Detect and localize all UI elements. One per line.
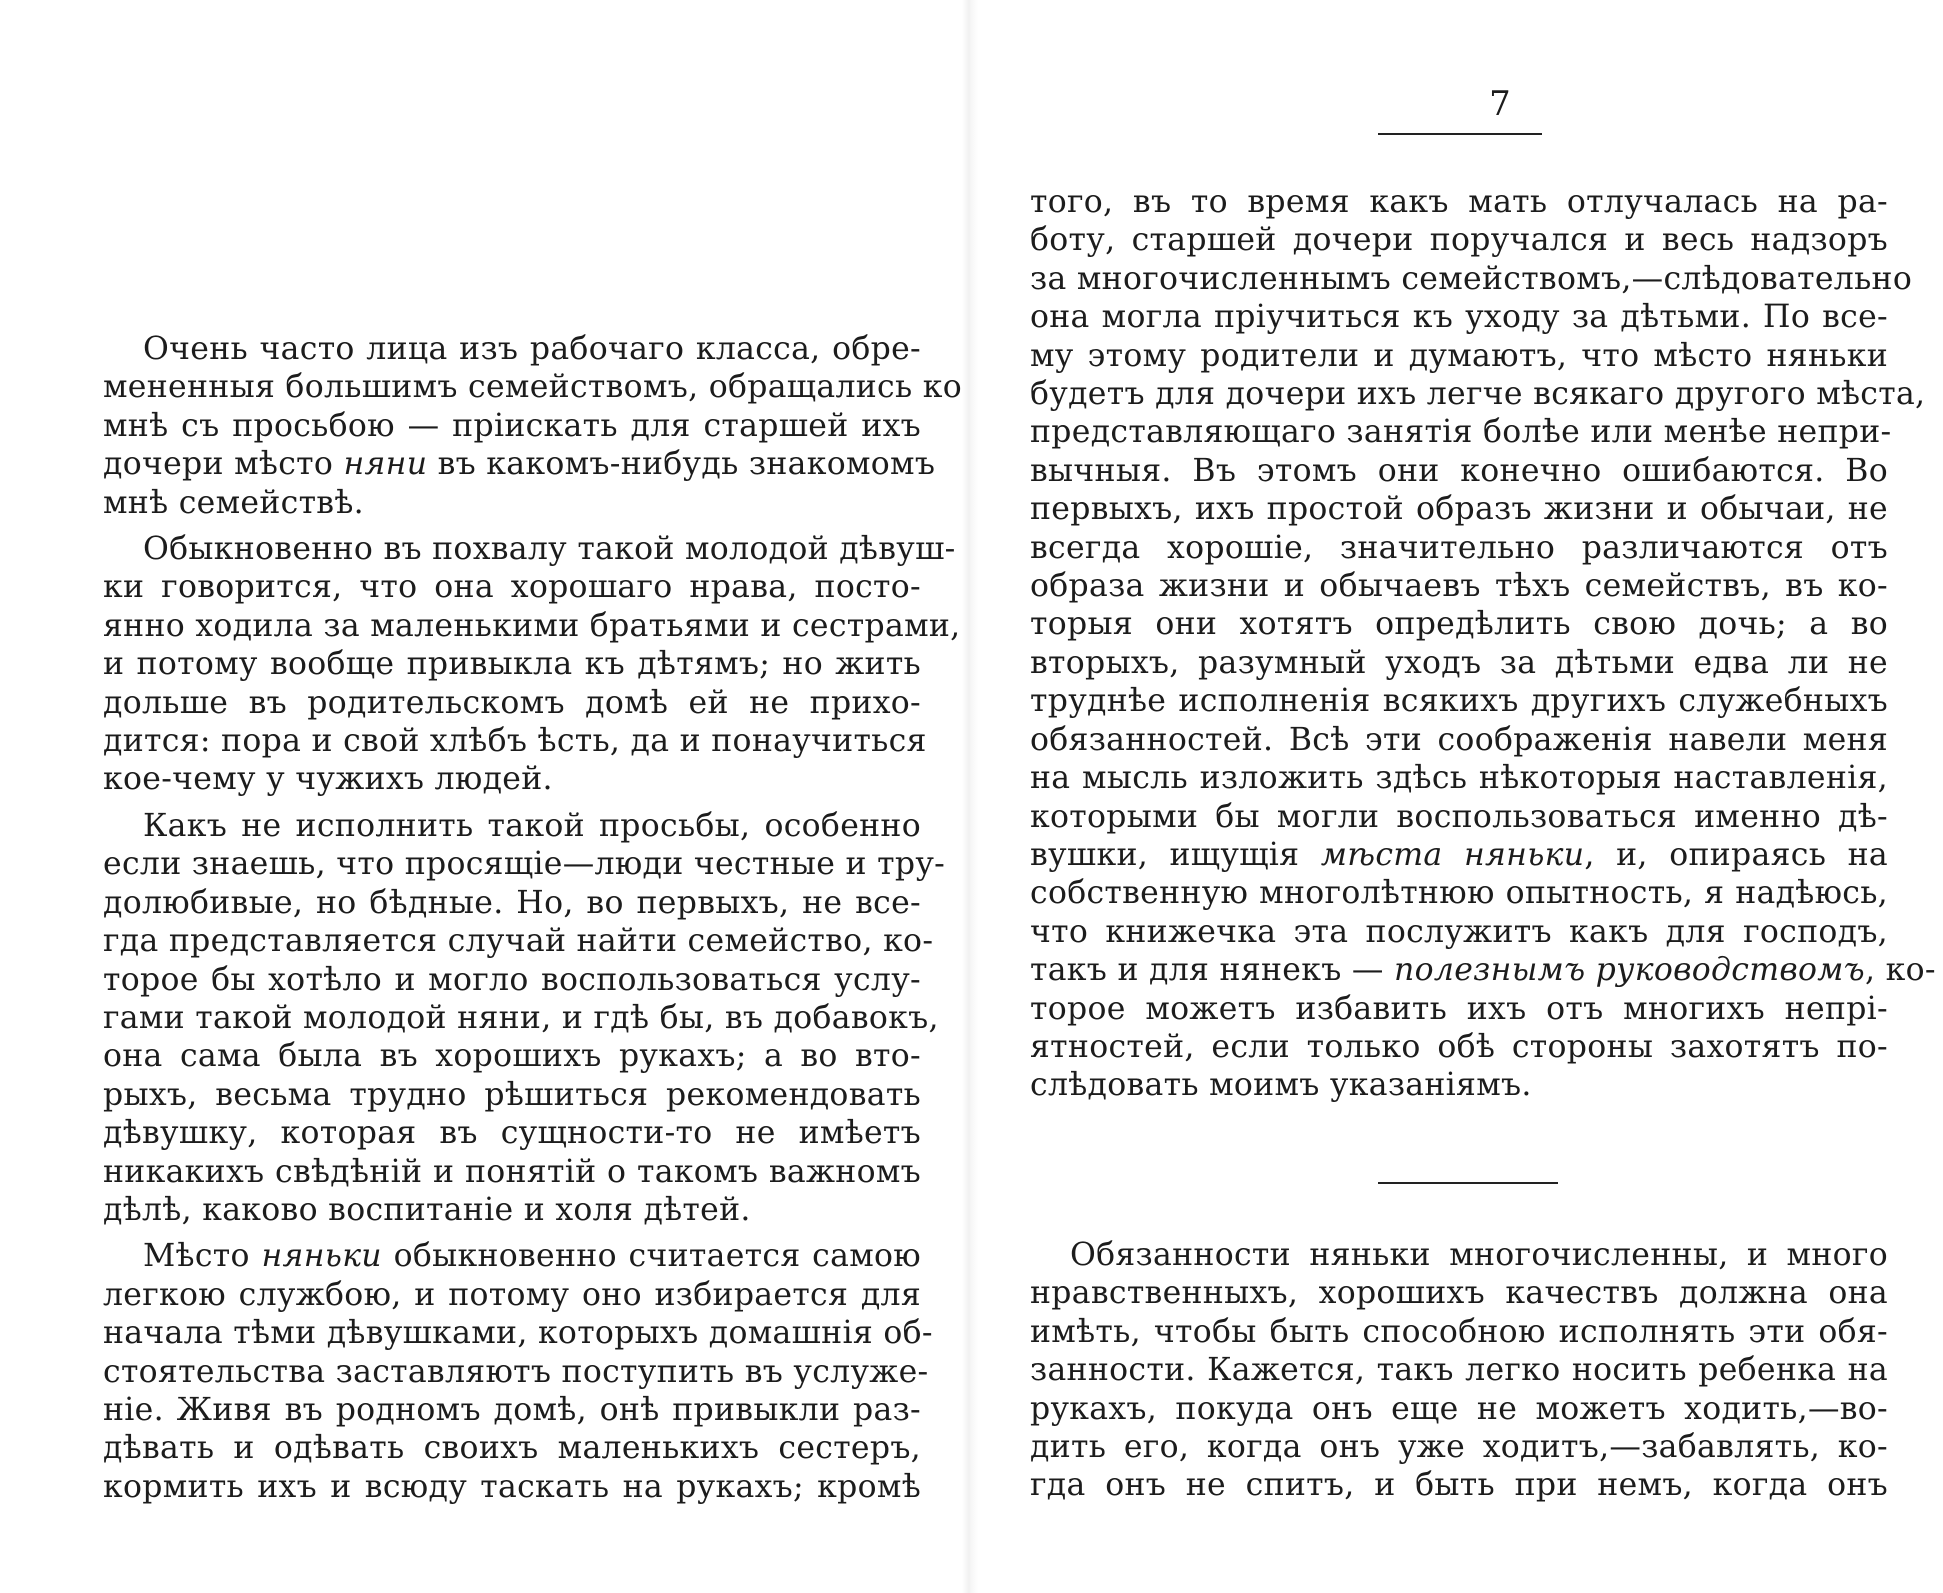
text-line: боту, старшей дочери поручался и весь надзоръ xyxy=(1030,222,1888,259)
text-line: Обыкновенно въ похвалу такой молодой дѣвуш- xyxy=(143,531,956,568)
text-line: гда онъ не спитъ, и быть при немъ, когда онъ xyxy=(1030,1467,1888,1504)
text-line: кормить ихъ и всюду таскать на рукахъ; кромѣ xyxy=(103,1468,921,1505)
text-line: будетъ для дочери ихъ легче всякаго другого мѣста, xyxy=(1030,376,1926,413)
text-line: которыми бы могли воспользоваться именно дѣ- xyxy=(1030,798,1888,835)
text-line: труднѣе исполненія всякихъ другихъ служебныхъ xyxy=(1030,683,1888,720)
text-line: мнѣ семействѣ. xyxy=(103,484,364,521)
text-line: если знаешь, что просящіе—люди честные и тру- xyxy=(103,846,946,883)
text-line: вторыхъ, разумный уходъ за дѣтьми едва ли не xyxy=(1030,644,1888,681)
text-line: за многочисленнымъ семействомъ,—слѣдовательно xyxy=(1030,260,1913,297)
text-line: Какъ не исполнить такой просьбы, особенно xyxy=(143,807,921,844)
text-line: нравственныхъ, хорошихъ качествъ должна она xyxy=(1030,1275,1888,1312)
text-line: Мѣсто няньки обыкновенно считается самою xyxy=(143,1238,921,1275)
text-line: обязанностей. Всѣ эти соображенія навели меня xyxy=(1030,721,1888,758)
text-line: занности. Кажется, такъ легко носить ребенка на xyxy=(1030,1352,1888,1389)
text-line: всегда хорошіе, значительно различаются отъ xyxy=(1030,529,1888,566)
text-line: вычныя. Въ этомъ они конечно ошибаются. Во xyxy=(1030,452,1888,489)
right-text-block-1 xyxy=(1030,183,1936,1105)
text-line: ятностей, если только обѣ стороны захотятъ по- xyxy=(1030,1028,1888,1065)
emphasis-poleznym-rukovodstvom: полезнымъ руководствомъ xyxy=(1394,952,1865,989)
text-line: легкою службою, и потому оно избирается для xyxy=(103,1276,921,1313)
right-text-block-2 xyxy=(1030,1236,1888,1505)
text-line: дится: пора и свой хлѣбъ ѣсть, да и понаучиться xyxy=(103,723,927,760)
text-line: дочери мѣсто няни въ какомъ-нибудь знакомомъ xyxy=(103,446,936,483)
emphasis-mesta-nyanki: мѣста няньки xyxy=(1320,836,1585,873)
text-line: мененныя большимъ семействомъ, обращались ко xyxy=(103,369,963,406)
text-line: ніе. Живя въ родномъ домѣ, онѣ привыкли раз- xyxy=(103,1391,921,1428)
text-line: Очень часто лица изъ рабочаго класса, обре- xyxy=(143,331,921,367)
text-line: гами такой молодой няни, и гдѣ бы, въ добавокъ, xyxy=(103,999,939,1036)
right-page xyxy=(970,0,1943,1593)
paragraph-1 xyxy=(103,330,963,522)
text-line: на мысль изложить здѣсь нѣкоторыя наставленія, xyxy=(1030,760,1888,797)
text-line: такъ и для нянекъ — полезнымъ руководствомъ, ко- xyxy=(1030,952,1936,989)
text-line: ки говорится, что она хорошаго нрава, посто- xyxy=(103,569,921,606)
paragraph-6 xyxy=(1030,1236,1888,1505)
paragraph-2 xyxy=(103,530,961,799)
text-line: гда представляется случай найти семейство, ко- xyxy=(103,923,934,960)
text-line: торое бы хотѣло и могло воспользоваться услу- xyxy=(103,961,921,998)
left-text-block xyxy=(103,330,963,1506)
text-line: стоятельства заставляютъ поступить въ услуже- xyxy=(103,1353,929,1390)
text-line: образа жизни и обычаевъ тѣхъ семействъ, въ ко- xyxy=(1030,568,1888,605)
text-line: торыя они хотятъ опредѣлить свою дочь; а во xyxy=(1030,606,1888,643)
text-line: мнѣ съ просьбою — пріискать для старшей ихъ xyxy=(103,407,921,444)
text-line: имѣть, чтобы быть способною исполнять эти обя- xyxy=(1030,1313,1888,1350)
text-line: дѣвать и одѣвать своихъ маленькихъ сестеръ, xyxy=(103,1430,921,1467)
text-line: что книжечка эта послужитъ какъ для господъ, xyxy=(1030,913,1888,950)
text-line: начала тѣми дѣвушками, которыхъ домашнія об- xyxy=(103,1315,933,1352)
text-line: рукахъ, покуда онъ еще не можетъ ходить,—во- xyxy=(1030,1390,1888,1427)
text-line: представляющаго занятія болѣе или менѣе непри- xyxy=(1030,414,1892,451)
text-line: никакихъ свѣдѣній и понятій о такомъ важномъ xyxy=(103,1153,921,1190)
paragraph-3 xyxy=(103,807,946,1229)
text-line: дѣлѣ, каково воспитаніе и холя дѣтей. xyxy=(103,1191,751,1228)
text-line: дѣвушку, которая въ сущности-то не имѣетъ xyxy=(103,1115,921,1152)
page-number: 7 xyxy=(1489,84,1511,124)
text-line: и потому вообще привыкла къ дѣтямъ; но жить xyxy=(103,646,921,683)
text-line: она могла пріучиться къ уходу за дѣтьми. По все- xyxy=(1030,299,1888,336)
text-line: дольше въ родительскомъ домѣ ей не прихо- xyxy=(103,684,921,721)
text-line: собственную многолѣтнюю опытность, я надѣюсь, xyxy=(1030,875,1888,912)
text-line: дить его, когда онъ уже ходитъ,—забавлять, ко- xyxy=(1030,1429,1888,1466)
emphasis-nyani: няни xyxy=(343,446,428,483)
text-line: торое можетъ избавить ихъ отъ многихъ непрі- xyxy=(1030,990,1888,1027)
section-divider-rule xyxy=(1378,1182,1558,1184)
paragraph-4 xyxy=(103,1237,933,1506)
text-line: му этому родители и думаютъ, что мѣсто няньки xyxy=(1030,337,1888,374)
text-line: кое-чему у чужихъ людей. xyxy=(103,761,553,798)
text-line: янно ходила за маленькими братьями и сестрами, xyxy=(103,607,961,644)
text-line: вушки, ищущія мѣста няньки, и, опираясь на xyxy=(1030,836,1888,873)
text-line: долюбивые, но бѣдные. Но, во первыхъ, не все- xyxy=(103,884,921,921)
text-line: рыхъ, весьма трудно рѣшиться рекомендовать xyxy=(103,1076,921,1113)
text-line: первыхъ, ихъ простой образъ жизни и обычаи, не xyxy=(1030,491,1888,528)
left-page xyxy=(0,0,970,1593)
text-line: слѣдовать моимъ указаніямъ. xyxy=(1030,1067,1532,1104)
emphasis-nyanki: няньки xyxy=(261,1238,382,1275)
text-line: того, въ то время какъ мать отлучалась на ра- xyxy=(1030,184,1888,220)
text-line: Обязанности няньки многочисленны, и много xyxy=(1070,1237,1888,1273)
text-line: она сама была въ хорошихъ рукахъ; а во вто- xyxy=(103,1038,921,1075)
header-rule xyxy=(1378,133,1542,135)
paragraph-5 xyxy=(1030,183,1936,1105)
